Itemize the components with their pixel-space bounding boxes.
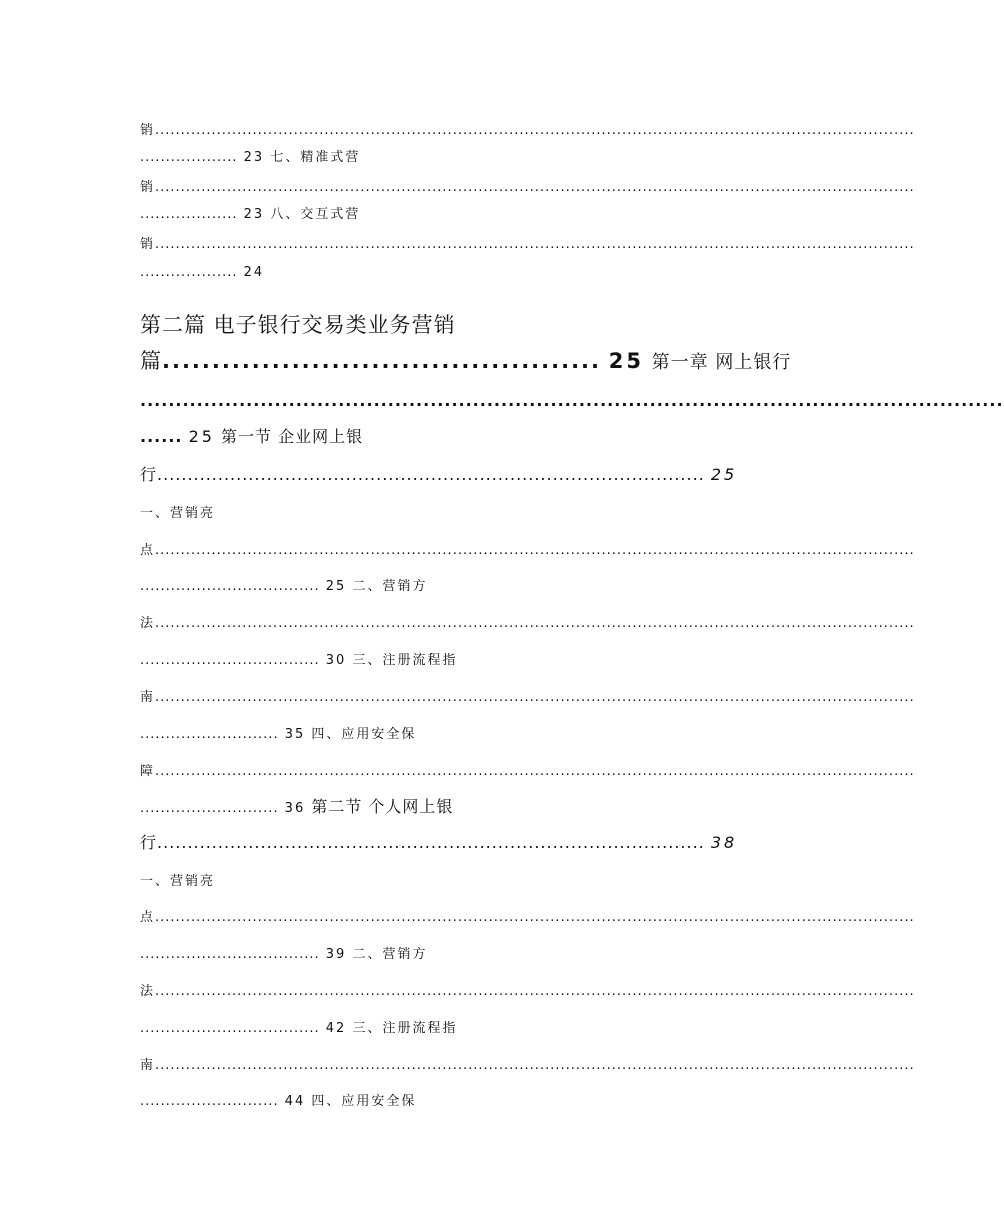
toc-text: 点 bbox=[140, 543, 156, 558]
toc-line bbox=[140, 388, 1004, 414]
chapter-title: 第一章 网上银行 bbox=[651, 352, 792, 373]
toc-line bbox=[140, 148, 810, 168]
toc-entry-title: 四、应用安全保 bbox=[311, 727, 417, 742]
toc-page-number: 24 bbox=[243, 265, 265, 280]
toc-leader: ...... bbox=[140, 427, 183, 446]
toc-page-number: 25 bbox=[608, 349, 644, 373]
toc-leader: ................................... bbox=[140, 579, 320, 594]
toc-text: 行 bbox=[140, 833, 158, 852]
toc-leader: .................................................................................................................................................... bbox=[155, 764, 915, 779]
toc-line bbox=[140, 614, 915, 634]
part-title: 第二篇 电子银行交易类业务营销 bbox=[140, 313, 456, 337]
toc-page-number: 23 bbox=[243, 150, 265, 165]
toc-page-number: 23 bbox=[243, 207, 265, 222]
toc-entry-title: 一、营销亮 bbox=[140, 874, 216, 889]
toc-page-number: 30 bbox=[325, 653, 347, 668]
section-title: 第二节 个人网上银 bbox=[311, 797, 454, 816]
toc-page-number: 39 bbox=[325, 947, 347, 962]
toc-line bbox=[140, 235, 915, 255]
toc-line bbox=[140, 121, 915, 141]
toc-page-number: 44 bbox=[284, 1094, 306, 1109]
toc-leader: .................................................................................................................................................... bbox=[155, 543, 915, 558]
toc-leader: ........................... bbox=[140, 801, 279, 816]
toc-leader: ................... bbox=[140, 150, 238, 165]
toc-leader: .................................................................................................................................................... bbox=[155, 237, 915, 252]
toc-line bbox=[140, 651, 810, 671]
toc-leader: .................................................................................................................................................... bbox=[155, 984, 915, 999]
toc-line bbox=[140, 178, 915, 198]
toc-leader: .................................................................................................................................................... bbox=[155, 180, 915, 195]
toc-leader: ................................... bbox=[140, 1021, 320, 1036]
toc-page-number: 25 bbox=[325, 579, 347, 594]
toc-text: 销 bbox=[140, 180, 156, 195]
toc-line bbox=[140, 1092, 810, 1112]
toc-line bbox=[140, 762, 915, 782]
toc-line bbox=[140, 1019, 810, 1039]
toc-leader: .................................................................................................................................................... bbox=[155, 1058, 915, 1073]
toc-leader: .......................................................................................................................... bbox=[140, 391, 1004, 410]
toc-text: 点 bbox=[140, 910, 156, 925]
toc-line bbox=[140, 462, 810, 488]
toc-entry-title: 二、营销方 bbox=[352, 947, 428, 962]
toc-page-number: 36 bbox=[284, 801, 306, 816]
toc-text: 障 bbox=[140, 764, 156, 779]
toc-page-number: 42 bbox=[325, 1021, 347, 1036]
toc-page-number: 38 bbox=[710, 833, 738, 852]
toc-text: 销 bbox=[140, 123, 156, 138]
toc-leader: .................................................................................................................................................... bbox=[155, 690, 915, 705]
toc-text: 南 bbox=[140, 1058, 156, 1073]
toc-leader: ................... bbox=[140, 265, 238, 280]
toc-page-number: 25 bbox=[188, 427, 215, 446]
toc-text: 篇 bbox=[140, 349, 162, 373]
toc-entry-title: 三、注册流程指 bbox=[352, 653, 458, 668]
toc-text: 法 bbox=[140, 984, 156, 999]
toc-leader: .................................................................................................................................................... bbox=[155, 910, 915, 925]
toc-line bbox=[140, 263, 810, 283]
toc-entry-title: 四、应用安全保 bbox=[311, 1094, 417, 1109]
toc-leader: .......................................................................................... bbox=[157, 465, 705, 484]
toc-text: 销 bbox=[140, 237, 156, 252]
toc-line bbox=[140, 982, 915, 1002]
toc-leader: .................................................................................................................................................... bbox=[155, 616, 915, 631]
toc-text: 行 bbox=[140, 465, 158, 484]
toc-leader: ................................... bbox=[140, 947, 320, 962]
toc-line bbox=[140, 945, 810, 965]
toc-page-number: 25 bbox=[710, 465, 738, 484]
toc-line bbox=[140, 725, 810, 745]
toc-leader: ........................... bbox=[140, 727, 279, 742]
toc-leader: ........................... bbox=[140, 1094, 279, 1109]
toc-text: 法 bbox=[140, 616, 156, 631]
toc-line bbox=[140, 424, 810, 450]
toc-entry-title: 三、注册流程指 bbox=[352, 1021, 458, 1036]
toc-text: 南 bbox=[140, 690, 156, 705]
toc-line bbox=[140, 205, 810, 225]
toc-line bbox=[140, 577, 810, 597]
toc-entry-title: 二、营销方 bbox=[352, 579, 428, 594]
toc-leader: .......................................................................................... bbox=[157, 833, 705, 852]
toc-line bbox=[140, 794, 810, 822]
toc-entry-title: 一、营销亮 bbox=[140, 506, 216, 521]
section-title: 第一节 企业网上银 bbox=[221, 427, 364, 446]
toc-line bbox=[140, 908, 915, 928]
toc-line bbox=[140, 830, 810, 856]
toc-leader: ................... bbox=[140, 207, 238, 222]
toc-leader: ............................................ bbox=[162, 349, 602, 373]
toc-line bbox=[140, 1056, 915, 1076]
toc-entry-title: 八、交互式营 bbox=[270, 207, 361, 222]
toc-page-number: 35 bbox=[284, 727, 306, 742]
toc-entry-title: 七、精准式营 bbox=[270, 150, 361, 165]
toc-line bbox=[140, 688, 915, 708]
toc-line-part bbox=[140, 346, 810, 378]
toc-leader: .................................................................................................................................................... bbox=[155, 123, 915, 138]
toc-leader: ................................... bbox=[140, 653, 320, 668]
toc-line bbox=[140, 541, 915, 561]
